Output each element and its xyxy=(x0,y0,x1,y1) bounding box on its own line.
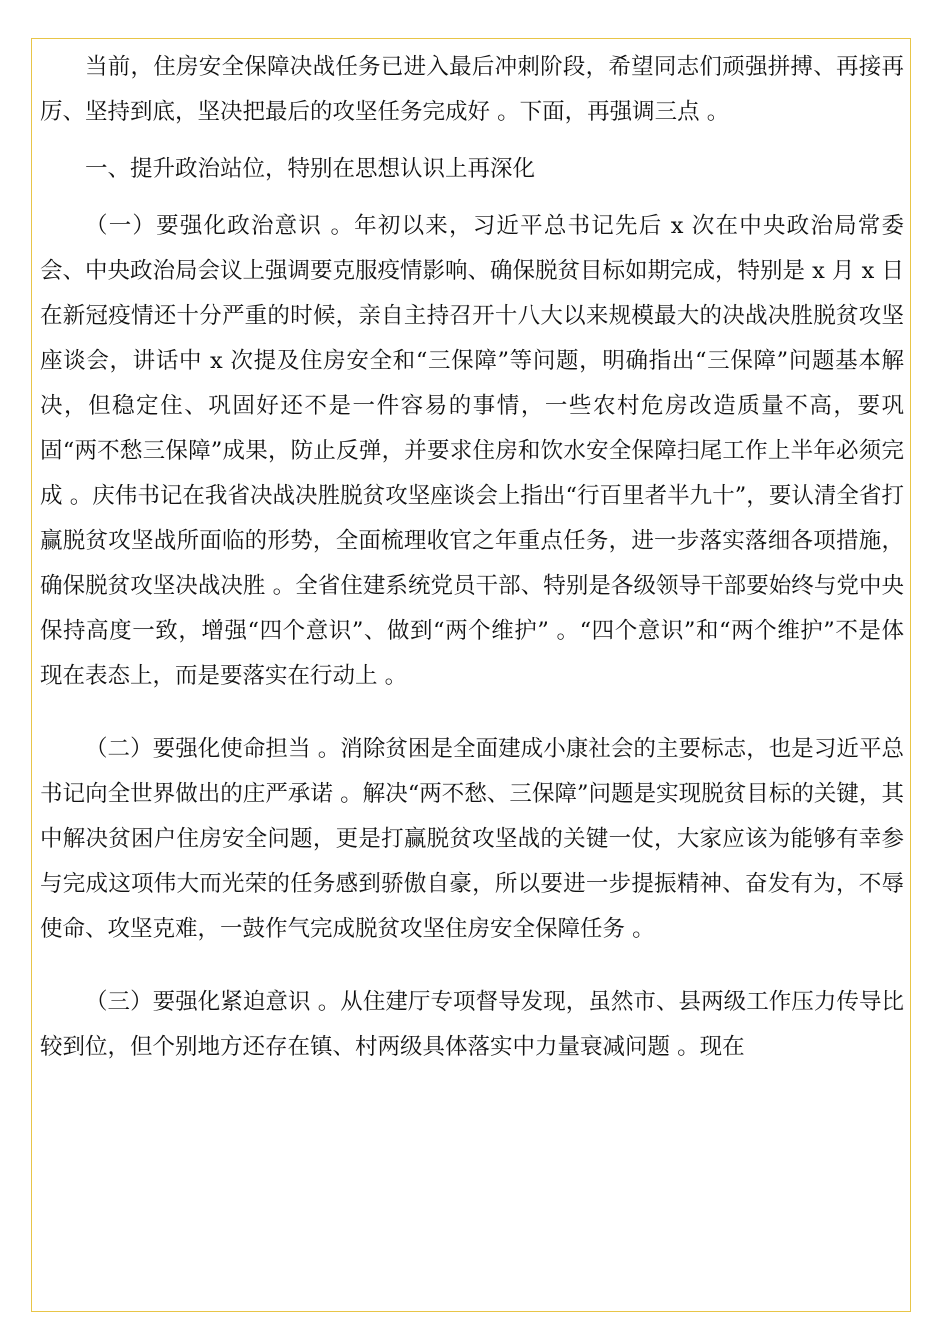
page-frame xyxy=(31,38,911,1312)
paragraph-mission: （二）要强化使命担当 。消除贫困是全面建成小康社会的主要标志，也是习近平总书记向全世界做出的庄严承诺 。解决“两不愁、三保障”问题是实现脱贫目标的关键，其中解决贫困户住房安全问题，更是打赢脱贫攻坚战的关键一仗，大家应该为能够有幸参与完成这项伟大而光荣的任务感到骄傲自豪，所以要进一步提振精神、奋发有为，不辱使命、攻坚克难，一鼓作气完成脱贫攻坚住房安全保障任务 。 xyxy=(40,736,904,942)
paragraph-urgency: （三）要强化紧迫意识 。从住建厅专项督导发现，虽然市、县两级工作压力传导比较到位，但个别地方还存在镇、村两级具体落实中力量衰减问题 。现在 xyxy=(40,989,904,1060)
document-body xyxy=(40,45,904,1070)
paragraph-intro: 当前，住房安全保障决战任务已进入最后冲刺阶段，希望同志们顽强拼搏、再接再厉、坚持到底，坚决把最后的攻坚任务完成好 。下面，再强调三点 。 xyxy=(40,54,904,125)
section-heading: 一、提升政治站位，特别在思想认识上再深化 xyxy=(85,156,536,182)
paragraph-political-awareness: （一）要强化政治意识 。年初以来，习近平总书记先后 x 次在中央政治局常委会、中央政治局会议上强调要克服疫情影响、确保脱贫目标如期完成，特别是 x 月 x 日在新冠疫情还十分严重的时候，亲自主持召开十八大以来规模最大的决战决胜脱贫攻坚座谈会，讲话中 x 次提及住房安全和“三保障”等问题，明确指出“三保障”问题基本解决，但稳定住、巩固好还不是一件容易的事情，一些农村危房改造质量不高，要巩固“两不愁三保障”成果，防止反弹，并要求住房和饮水安全保障扫尾工作上半年必须完成 。庆伟书记在我省决战决胜脱贫攻坚座谈会上指出“行百里者半九十”，要认清全省打赢脱贫攻坚战所面临的形势，全面梳理收官之年重点任务，进一步落实落细各项措施，确保脱贫攻坚决战决胜 。全省住建系统党员干部、特别是各级领导干部要始终与党中央保持高度一致，增强“四个意识”、做到“两个维护” 。“四个意识”和“两个维护”不是体现在表态上，而是要落实在行动上 。 xyxy=(40,213,904,689)
